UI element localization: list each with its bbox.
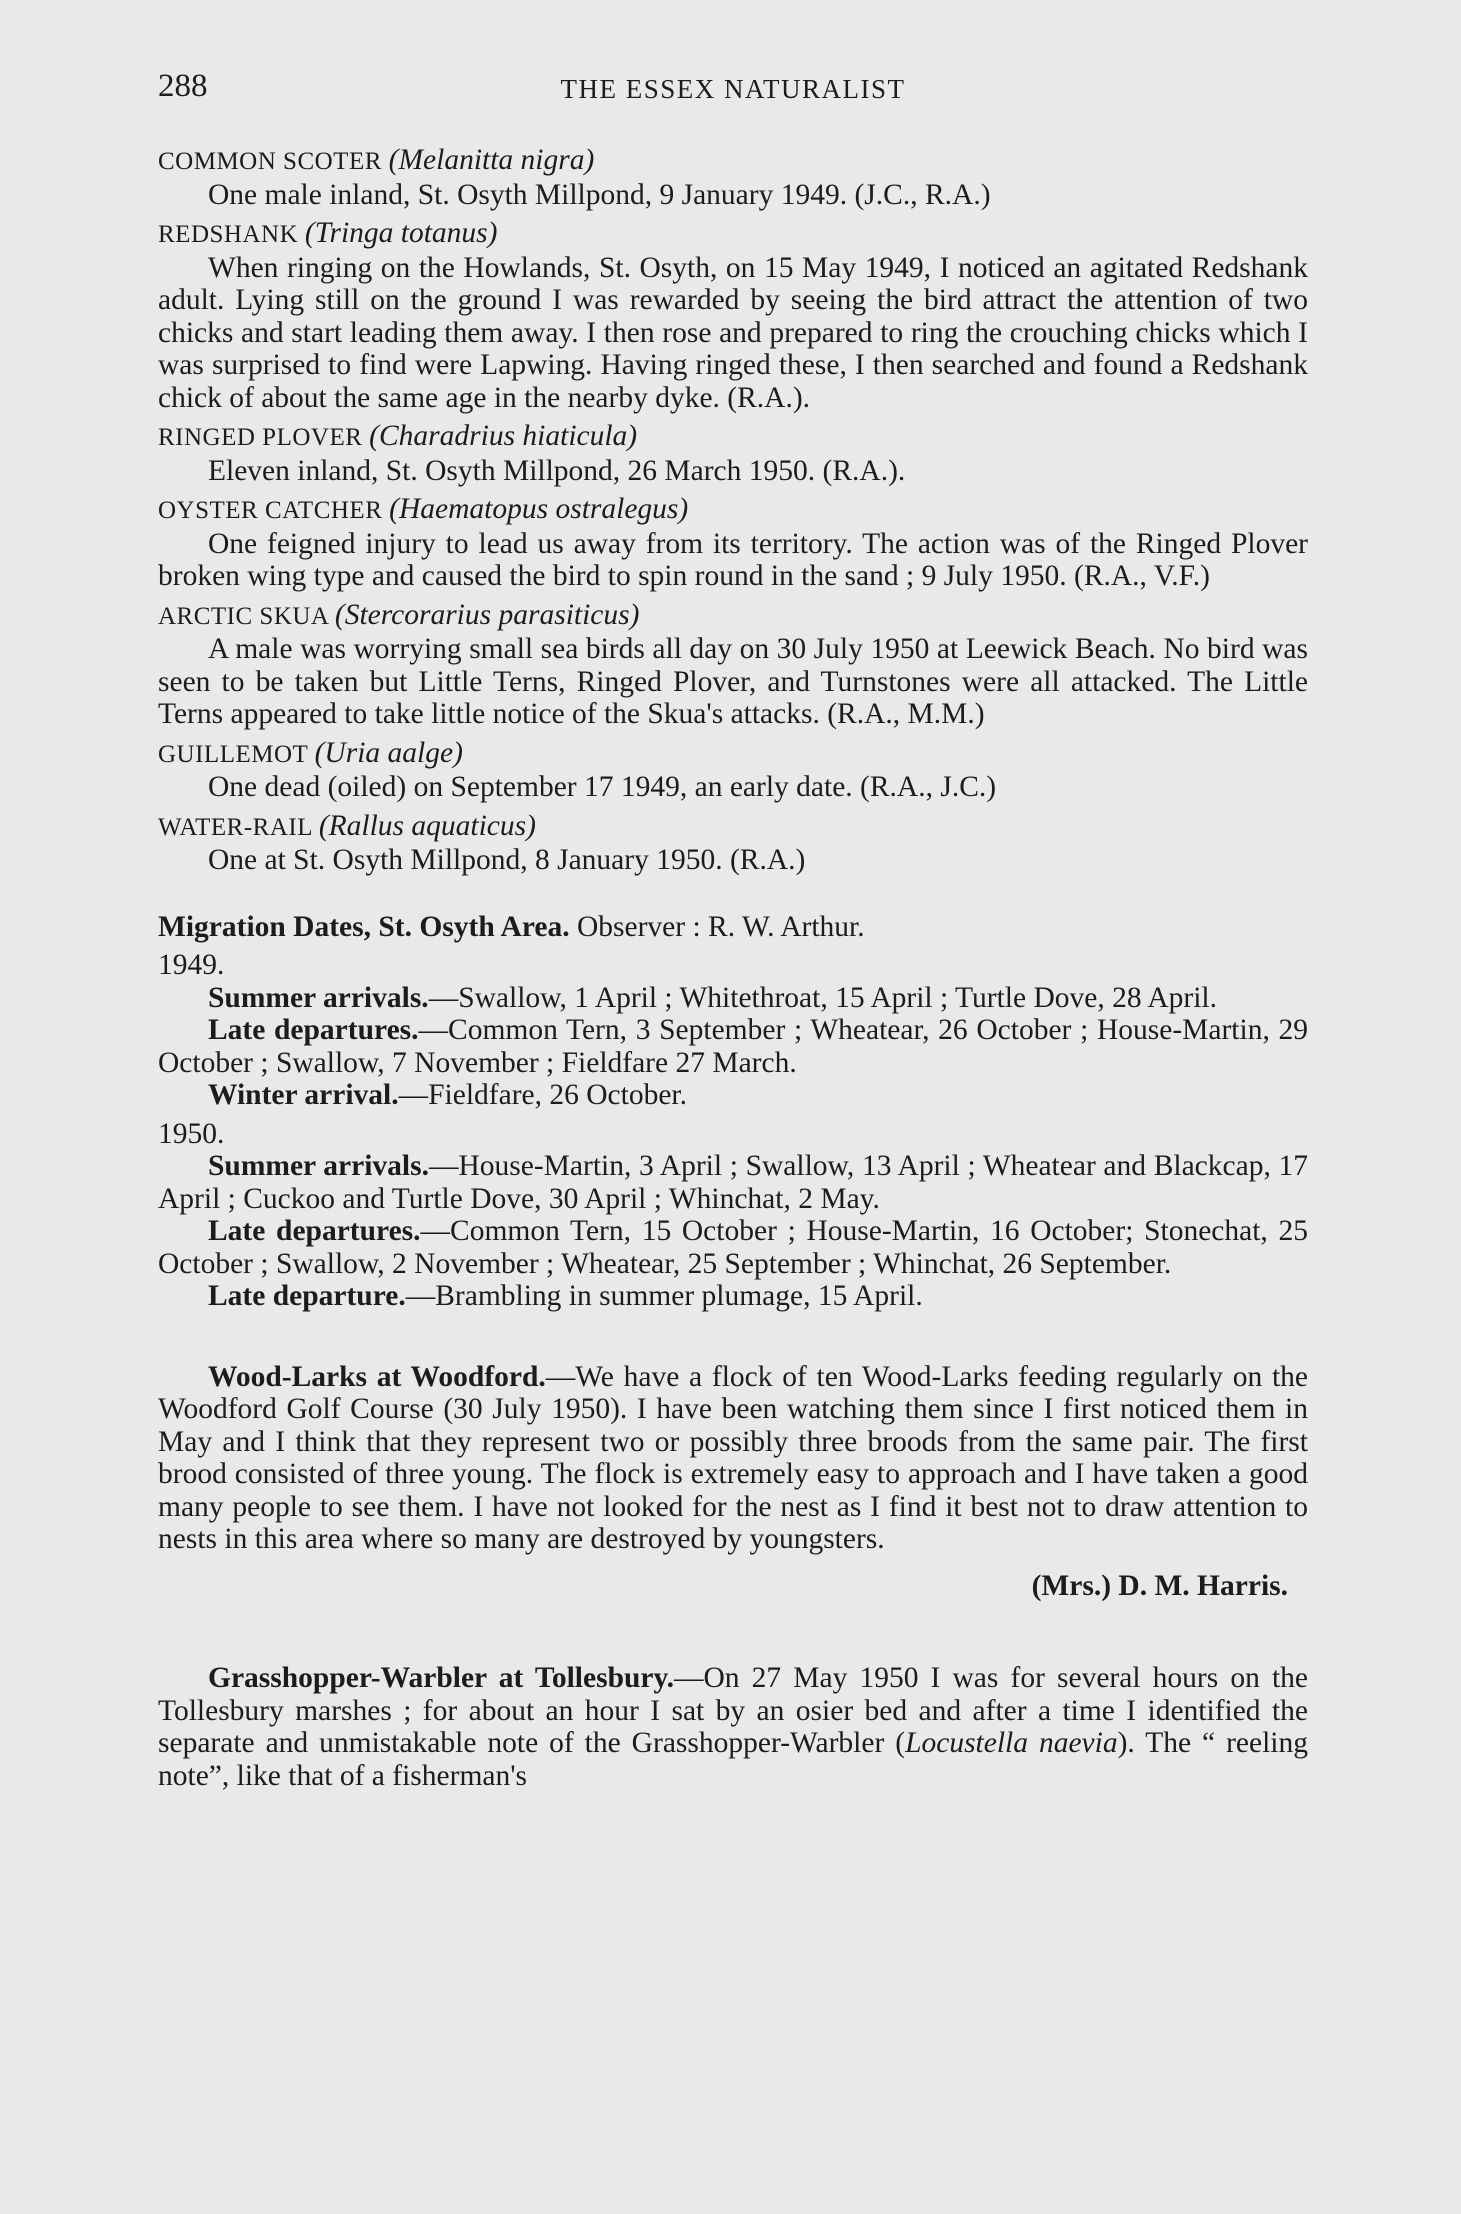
species-heading — [158, 493, 1308, 528]
species-latin-name: (Melanitta nigra) — [388, 144, 595, 176]
species-heading — [158, 599, 1308, 634]
species-entry — [158, 144, 1308, 211]
grasshopper-title: Grasshopper-Warbler at Tollesbury. — [208, 1662, 674, 1694]
migration-years — [158, 949, 1308, 1313]
species-note: One male inland, St. Osyth Millpond, 9 January 1949. (J.C., R.A.) — [208, 178, 991, 211]
migration-entry-label: Late departures. — [208, 1014, 419, 1046]
migration-entry-label: Late departures. — [208, 1215, 421, 1247]
migration-heading — [158, 911, 1308, 944]
migration-entry-text: —House-Martin, 3 April ; Swallow, 13 April ; Wheatear and Blackcap, 17 April ; Cuckoo and Turtle Dove, 30 April ; Whinchat, 2 May. — [158, 1150, 1308, 1215]
species-common-name: ARCTIC SKUA — [158, 602, 329, 630]
running-title: THE ESSEX NATURALIST — [560, 74, 906, 104]
species-common-name: OYSTER CATCHER — [158, 497, 383, 524]
migration-entry — [158, 1079, 1308, 1112]
species-latin-name: (Charadrius hiaticula) — [369, 420, 638, 452]
page-header — [158, 68, 1308, 118]
woodlarks-text: —We have a flock of ten Wood-Larks feeding regularly on the Woodford Golf Course (30 July 1950). I have been watching them since I first noticed them in May and I think that they represent two or possibly three broods from the same pair. The first brood consisted of three young. The flock is extremely easy to approach and I have taken a good many people to see them. I have not looked for the nest as I find it best not to draw attention to nests in this area where so many are destroyed by youngsters. — [158, 1360, 1308, 1555]
species-entry — [158, 599, 1308, 731]
species-entry — [158, 493, 1308, 593]
woodlarks-article — [158, 1361, 1308, 1603]
grasshopper-paragraph — [158, 1662, 1308, 1792]
migration-entry-label: Summer arrivals. — [208, 1150, 429, 1182]
migration-entry — [158, 1280, 1308, 1313]
species-heading — [158, 217, 1308, 252]
migration-entry — [158, 1150, 1308, 1215]
woodlarks-title: Wood-Larks at Woodford. — [208, 1360, 546, 1393]
migration-entry-label: Winter arrival. — [208, 1079, 399, 1111]
species-entry — [158, 737, 1308, 804]
migration-entry-text: —Brambling in summer plumage, 15 April. — [405, 1280, 923, 1312]
migration-year: 1949. — [158, 949, 225, 981]
species-latin-name: (Haematopus ostralegus) — [389, 493, 689, 525]
species-note: Eleven inland, St. Osyth Millpond, 26 March 1950. (R.A.). — [208, 454, 906, 487]
woodlarks-signature: (Mrs.) D. M. Harris. — [1031, 1569, 1288, 1602]
species-entry — [158, 217, 1308, 414]
grasshopper-article — [158, 1662, 1308, 1792]
grasshopper-text-before: —On 27 May 1950 I was for several hours on the Tollesbury marshes ; for about an hour I sat by an osier bed and after a time I identified the separate and unmistakable note of the Grasshopper-Warbler ( — [158, 1662, 1308, 1759]
species-latin-name: (Stercorarius parasiticus) — [334, 598, 640, 631]
species-heading — [158, 737, 1308, 772]
species-common-name: REDSHANK — [158, 221, 299, 248]
migration-entry — [158, 982, 1308, 1015]
species-common-name: GUILLEMOT — [158, 740, 308, 768]
migration-entry-label: Summer arrivals. — [208, 981, 429, 1014]
species-note: One at St. Osyth Millpond, 8 January 1950. (R.A.) — [208, 844, 806, 876]
migration-year: 1950. — [158, 1117, 225, 1150]
woodlarks-paragraph — [158, 1361, 1308, 1556]
species-latin-name: (Uria aalge) — [314, 736, 463, 769]
migration-entry-text: —Common Tern, 3 September ; Wheatear, 26 October ; House-Martin, 29 October ; Swallow, 7 November ; Fieldfare 27 March. — [158, 1014, 1308, 1079]
migration-section — [158, 911, 1308, 1313]
species-common-name: WATER-RAIL — [158, 813, 313, 841]
migration-title: Migration Dates, St. Osyth Area. — [158, 910, 570, 943]
migration-entry-text: —Fieldfare, 26 October. — [398, 1079, 688, 1111]
species-note: A male was worrying small sea birds all day on 30 July 1950 at Leewick Beach. No bird was seen to be taken but Little Terns, Ringed Plover, and Turnstones were all attacked. The Little Terns appeared to take little notice of the Skua's attacks. (R.A., M.M.) — [158, 633, 1308, 730]
species-note: One dead (oiled) on September 17 1949, an early date. (R.A., J.C.) — [208, 771, 997, 803]
species-entry — [158, 420, 1308, 487]
grasshopper-text-after: ). The “ reeling note”, like that of a fisherman's — [158, 1727, 1309, 1792]
migration-entry — [158, 1215, 1308, 1280]
species-note: One feigned injury to lead us away from its territory. The action was of the Ringed Plover broken wing type and caused the bird to spin round in the sand ; 9 July 1950. (R.A., V.F.) — [158, 527, 1308, 592]
species-common-name: COMMON SCOTER — [158, 148, 382, 175]
species-heading — [158, 144, 1308, 179]
page-number: 288 — [158, 68, 208, 104]
species-entry — [158, 810, 1308, 877]
migration-entry-text: —Common Tern, 15 October ; House-Martin, 16 October; Stonechat, 25 October ; Swallow, 2 November ; Wheatear, 25 September ; Whinchat, 26 September. — [158, 1215, 1308, 1280]
species-list — [158, 144, 1308, 877]
migration-observer: Observer : R. W. Arthur. — [576, 910, 865, 943]
page-content — [158, 138, 1308, 1792]
migration-entry-label: Late departure. — [208, 1280, 406, 1312]
species-heading — [158, 810, 1308, 845]
migration-entry — [158, 1014, 1308, 1079]
species-common-name: RINGED PLOVER — [158, 424, 363, 451]
species-note: When ringing on the Howlands, St. Osyth, on 15 May 1949, I noticed an agitated Redshank adult. Lying still on the ground I was rewarded by seeing the bird attract the attention of two chicks and start leading them away. I then rose and prepared to ring the crouching chicks which I was surprised to find were Lapwing. Having ringed these, I then searched and found a Redshank chick of about the same age in the nearby dyke. (R.A.). — [158, 251, 1308, 414]
species-heading — [158, 420, 1308, 455]
grasshopper-latin: Locustella naevia — [905, 1727, 1118, 1759]
migration-entry-text: —Swallow, 1 April ; Whitethroat, 15 April ; Turtle Dove, 28 April. — [428, 981, 1217, 1014]
species-latin-name: (Rallus aquaticus) — [318, 809, 536, 842]
species-latin-name: (Tringa totanus) — [304, 217, 498, 249]
